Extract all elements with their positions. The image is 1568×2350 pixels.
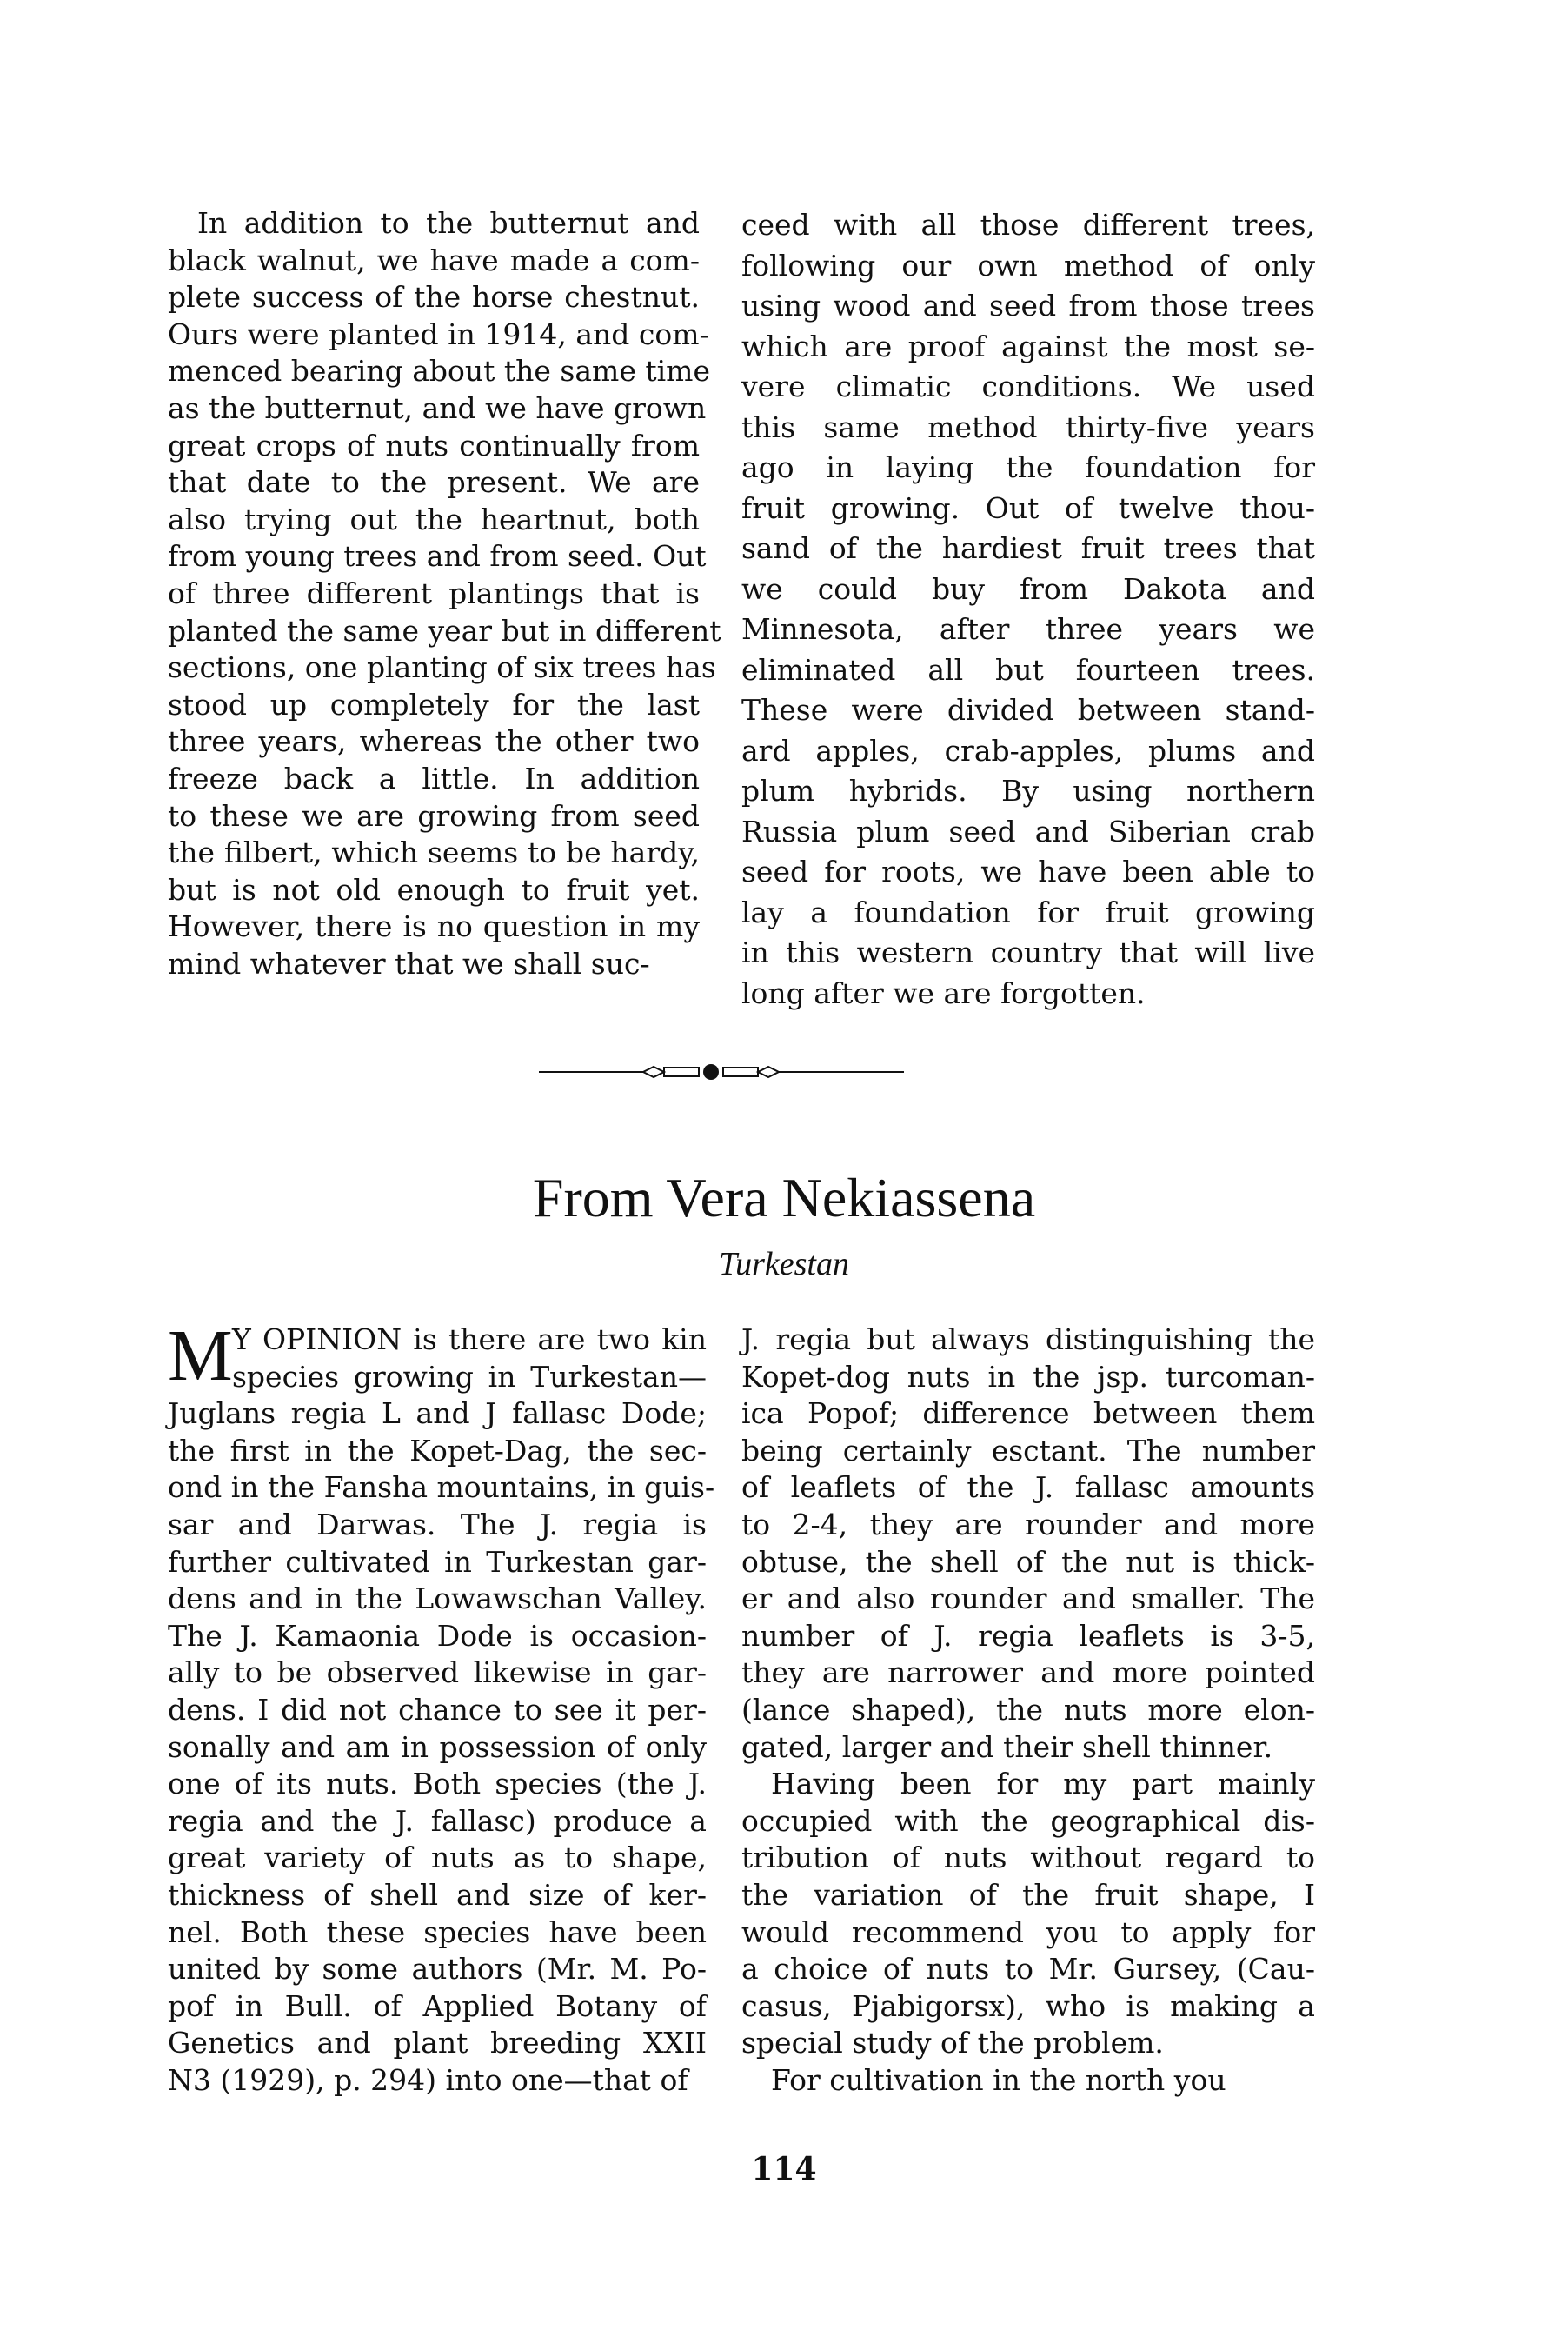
- text-line: great variety of nuts as to shape,: [168, 1841, 707, 1875]
- text-line: from young trees and from seed. Out: [168, 539, 707, 574]
- text-line: number of J. regia leaflets is 3-5,: [741, 1618, 1315, 1653]
- text-line: in this western country that will live: [741, 935, 1315, 969]
- text-line: occupied with the geographical dis-: [741, 1803, 1315, 1838]
- text-line: mind whatever that we shall suc-: [168, 946, 650, 981]
- article-right-column: [741, 1321, 1315, 2099]
- text-line: plete success of the horse chestnut.: [168, 280, 700, 315]
- divider-center-dot: [703, 1064, 719, 1080]
- text-line: to these we are growing from seed: [168, 798, 700, 833]
- top-right-column: [741, 205, 1315, 1014]
- text-line: fruit growing. Out of twelve thou-: [741, 490, 1315, 525]
- text-line: ica Popof; difference between them: [741, 1396, 1315, 1431]
- text-line: being certainly esctant. The number: [741, 1433, 1315, 1468]
- text-line: freeze back a little. In addition: [168, 761, 700, 796]
- text-line: nel. Both these species have been: [168, 1914, 707, 1949]
- text-line: obtuse, the shell of the nut is thick-: [741, 1544, 1315, 1579]
- divider-diamond-right: [758, 1067, 779, 1077]
- text-line: Juglans regia L and J fallasc Dode;: [168, 1396, 707, 1431]
- top-left-column: [168, 205, 721, 982]
- text-line: dens and in the Lowawschan Valley.: [168, 1581, 707, 1616]
- text-line: plum hybrids. By using northern: [741, 774, 1315, 808]
- article-subtitle: Turkestan: [719, 1246, 849, 1282]
- text-line: planted the same year but in different: [168, 613, 721, 648]
- text-line: tribution of nuts without regard to: [741, 1841, 1315, 1875]
- text-line: Genetics and plant breeding XXII: [168, 2026, 707, 2060]
- text-line: black walnut, we have made a com-: [168, 243, 700, 277]
- text-line: In addition to the butternut and: [197, 206, 700, 240]
- text-line: a choice of nuts to Mr. Gursey, (Cau-: [741, 1952, 1315, 1987]
- text-line: one of its nuts. Both species (the J.: [168, 1767, 707, 1801]
- text-line: ally to be observed likewise in gar-: [168, 1655, 707, 1690]
- article-left-column: [168, 1315, 715, 2099]
- text-line: we could buy from Dakota and: [741, 571, 1315, 606]
- text-line: Ours were planted in 1914, and com-: [168, 316, 709, 351]
- text-line: eliminated all but fourteen trees.: [741, 652, 1315, 687]
- text-line: For cultivation in the north you: [771, 2062, 1226, 2097]
- text-line: but is not old enough to fruit yet.: [168, 872, 700, 907]
- text-line: also trying out the heartnut, both: [168, 502, 700, 536]
- text-line: stood up completely for the last: [168, 687, 700, 722]
- text-line: regia and the J. fallasc) produce a: [168, 1803, 707, 1838]
- text-line: long after we are forgotten.: [741, 975, 1146, 1010]
- text-line: The J. Kamaonia Dode is occasion-: [168, 1618, 707, 1653]
- text-line: Minnesota, after three years we: [741, 612, 1315, 646]
- article-title: From Vera Nekiassena: [532, 1167, 1036, 1228]
- text-line: J. regia but always distinguishing the: [741, 1322, 1315, 1356]
- text-line: that date to the present. We are: [168, 465, 700, 500]
- text-line: Having been for my part mainly: [771, 1767, 1315, 1801]
- text-line: which are proof against the most se-: [741, 329, 1315, 363]
- text-line: Russia plum seed and Siberian crab: [741, 814, 1315, 849]
- text-line: seed for roots, we have been able to: [741, 855, 1315, 889]
- divider-diamond-left: [643, 1067, 664, 1077]
- text-line: this same method thirty-five years: [741, 409, 1315, 444]
- text-line: sonally and am in possession of only: [168, 1729, 707, 1764]
- text-line: However, there is no question in my: [168, 909, 700, 944]
- text-line: N3 (1929), p. 294) into one—that of: [168, 2062, 688, 2097]
- text-line: of three different plantings that is: [168, 576, 700, 610]
- text-line: lay a foundation for fruit growing: [741, 895, 1315, 929]
- text-line: three years, whereas the other two: [168, 724, 700, 759]
- text-line: ago in laying the foundation for: [741, 450, 1315, 484]
- text-line: would recommend you to apply for: [741, 1914, 1315, 1949]
- divider-bar-right: [723, 1068, 758, 1076]
- text-line: further cultivated in Turkestan gar-: [168, 1544, 707, 1579]
- text-line: of leaflets of the J. fallasc amounts: [741, 1470, 1315, 1505]
- text-line: sections, one planting of six trees has: [168, 650, 716, 685]
- text-line: Y OPINION is there are two kin: [232, 1322, 707, 1356]
- text-line: to 2-4, they are rounder and more: [741, 1507, 1315, 1541]
- text-line: they are narrower and more pointed: [741, 1655, 1315, 1690]
- text-line: menced bearing about the same time: [168, 354, 710, 389]
- text-line: the variation of the fruit shape, I: [741, 1877, 1315, 1912]
- text-line: great crops of nuts continually from: [168, 428, 700, 463]
- text-line: using wood and seed from those trees: [741, 289, 1315, 323]
- text-line: united by some authors (Mr. M. Po-: [168, 1952, 707, 1987]
- text-line: the filbert, which seems to be hardy,: [168, 835, 700, 870]
- text-line: Kopet-dog nuts in the jsp. turcoman-: [741, 1359, 1315, 1394]
- text-line: sar and Darwas. The J. regia is: [168, 1507, 707, 1541]
- text-line: following our own method of only: [741, 248, 1315, 283]
- text-line: gated, larger and their shell thinner.: [741, 1729, 1273, 1764]
- text-line: species growing in Turkestan—: [232, 1359, 707, 1394]
- text-line: as the butternut, and we have grown: [168, 390, 707, 425]
- text-line: vere climatic conditions. We used: [741, 369, 1315, 403]
- ornamental-divider: [539, 1059, 904, 1085]
- divider-bar-left: [664, 1068, 699, 1076]
- page-number: 114: [751, 2151, 817, 2187]
- text-line: thickness of shell and size of ker-: [168, 1877, 707, 1912]
- text-line: special study of the problem.: [741, 2026, 1164, 2060]
- text-line: the first in the Kopet-Dag, the sec-: [168, 1433, 707, 1468]
- drop-cap: M: [168, 1315, 233, 1396]
- text-line: These were divided between stand-: [741, 693, 1315, 727]
- text-line: ceed with all those different trees,: [741, 208, 1315, 242]
- text-line: ond in the Fansha mountains, in guis-: [168, 1470, 715, 1505]
- text-line: (lance shaped), the nuts more elon-: [741, 1692, 1315, 1727]
- text-line: casus, Pjabigorsx), who is making a: [741, 1988, 1315, 2023]
- text-line: pof in Bull. of Applied Botany of: [168, 1988, 707, 2023]
- text-line: dens. I did not chance to see it per-: [168, 1692, 707, 1727]
- text-line: ard apples, crab-apples, plums and: [741, 733, 1315, 768]
- text-line: sand of the hardiest fruit trees that: [741, 531, 1315, 565]
- text-line: er and also rounder and smaller. The: [741, 1581, 1315, 1616]
